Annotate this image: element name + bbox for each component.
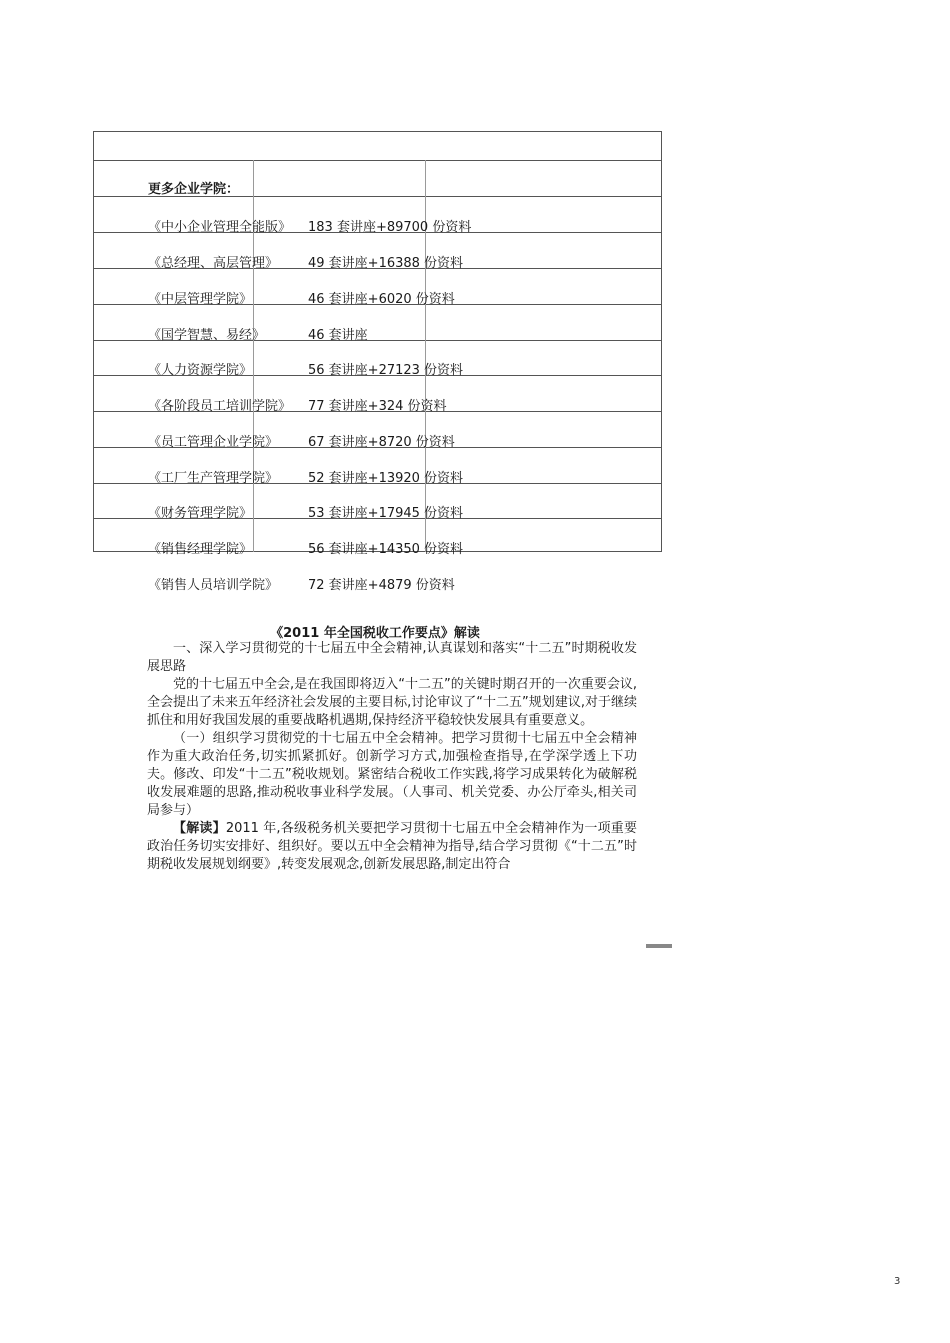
course-count: 72 套讲座+4879 份资料 bbox=[308, 578, 455, 593]
course-count: 67 套讲座+8720 份资料 bbox=[308, 435, 455, 450]
course-count: 77 套讲座+324 份资料 bbox=[308, 399, 447, 414]
course-count: 49 套讲座+16388 份资料 bbox=[308, 256, 464, 271]
course-count: 52 套讲座+13920 份资料 bbox=[308, 471, 464, 486]
table-divider bbox=[93, 160, 662, 161]
course-name: 《财务管理学院》 bbox=[148, 506, 253, 521]
course-count: 56 套讲座+27123 份资料 bbox=[308, 363, 464, 378]
course-name: 《销售人员培训学院》 bbox=[148, 578, 279, 593]
course-count: 46 套讲座 bbox=[308, 328, 368, 343]
course-count: 53 套讲座+17945 份资料 bbox=[308, 506, 464, 521]
paragraph bbox=[147, 820, 637, 874]
page-marker bbox=[646, 944, 672, 948]
interpretation-text: 2011 年,各级税务机关要把学习贯彻十七届五中全会精神作为一项重要政治任务切实安排好、组织好。要以五中全会精神为指导,结合学习贯彻《“十二五”时期税收发展规划纲要》,转变发展观念,创新发展思路,制定出符合 bbox=[147, 821, 637, 872]
more-courses-title: 更多企业学院： bbox=[148, 182, 240, 197]
page-number: 3 bbox=[894, 1276, 901, 1287]
course-count: 183 套讲座+89700 份资料 bbox=[308, 220, 472, 235]
course-name: 《国学智慧、易经》 bbox=[148, 328, 266, 343]
course-name: 《员工管理企业学院》 bbox=[148, 435, 279, 450]
course-name: 《中小企业管理全能版》 bbox=[148, 220, 292, 235]
document-body bbox=[147, 640, 637, 874]
course-name: 《人力资源学院》 bbox=[148, 363, 253, 378]
interpretation-label: 【解读】 bbox=[173, 821, 226, 836]
paragraph: 党的十七届五中全会,是在我国即将迈入“十二五”的关键时期召开的一次重要会议,全会提出了未来五年经济社会发展的主要目标,讨论审议了“十二五”规划建议,对于继续抓住和用好我国发展的重要战略机遇期,保持经济平稳较快发展具有重要意义。 bbox=[147, 677, 637, 728]
paragraph: 一、深入学习贯彻党的十七届五中全会精神,认真谋划和落实“十二五”时期税收发展思路 bbox=[147, 641, 637, 674]
course-name: 《工厂生产管理学院》 bbox=[148, 471, 279, 486]
course-name: 《总经理、高层管理》 bbox=[148, 256, 279, 271]
document-title: 《2011 年全国税收工作要点》解读 bbox=[270, 626, 480, 641]
course-name: 《各阶段员工培训学院》 bbox=[148, 399, 292, 414]
paragraph: （一）组织学习贯彻党的十七届五中全会精神。把学习贯彻十七届五中全会精神作为重大政治任务,切实抓紧抓好。创新学习方式,加强检查指导,在学深学透上下功夫。修改、印发“十二五”税收规划。紧密结合税收工作实践,将学习成果转化为破解税收发展难题的思路,推动税收事业科学发展。（人事司、机关党委、办公厅牵头,相关司局参与） bbox=[147, 731, 637, 818]
course-name: 《中层管理学院》 bbox=[148, 292, 253, 307]
course-count: 46 套讲座+6020 份资料 bbox=[308, 292, 455, 307]
course-name: 《销售经理学院》 bbox=[148, 542, 253, 557]
course-count: 56 套讲座+14350 份资料 bbox=[308, 542, 464, 557]
